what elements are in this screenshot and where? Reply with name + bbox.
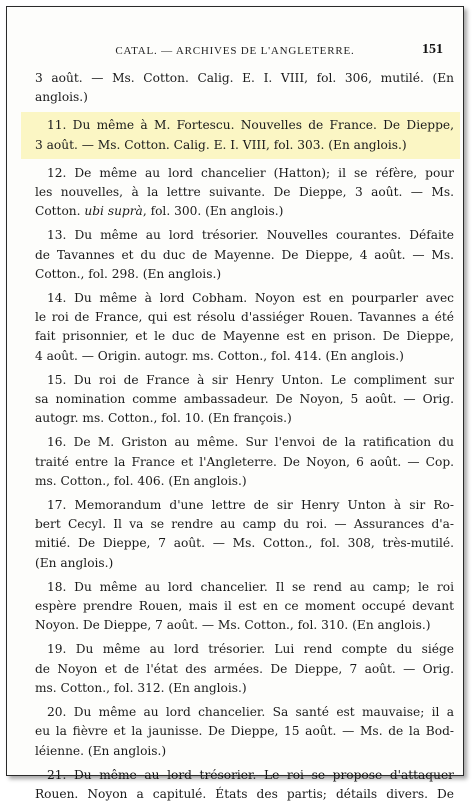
text-line: traité entre la France et l'Angleterre. De Noyon, 6 août. — Cop. — [35, 454, 454, 469]
text-line: 15. Du roi de France à sir Henry Unton. Le compliment sur — [47, 372, 454, 387]
text-line: (En anglois.) — [35, 555, 114, 570]
text-line: Noyon. De Dieppe, 7 août. — Ms. Cotton., fol. 310. (En anglois.) — [35, 618, 431, 633]
entry-19 — [35, 640, 454, 698]
book-page — [6, 6, 464, 801]
text-span: , fol. 300. (En anglois.) — [142, 204, 284, 219]
entry-13 — [35, 226, 454, 284]
text-line — [35, 202, 454, 221]
text-line: de Tavannes et du duc de Mayenne. De Dieppe, 4 août. — Ms. — [35, 247, 454, 262]
entry-20 — [35, 703, 454, 761]
catalogue-text — [35, 69, 454, 804]
entry-continued — [35, 69, 454, 107]
text-line: le roi de France, qui est résolu d'assiéger Rouen. Tavannes a été — [35, 310, 454, 325]
text-line: 19. Du même au lord trésorier. Lui rend compte du siége — [47, 642, 454, 657]
text-span: Cotton. — [35, 204, 81, 219]
text-line: les nouvelles, à la lettre suivante. De Dieppe, 3 août. — Ms. — [35, 185, 454, 200]
page-number: 151 — [422, 42, 443, 57]
text-line: ms. Cotton., fol. 312. (En anglois.) — [35, 680, 247, 695]
text-line: 18. Du même au lord chancelier. Il se rend au camp; le roi — [47, 579, 454, 594]
entry-12 — [35, 164, 454, 222]
text-line: 12. De même au lord chancelier (Hatton); il se réfère, pour — [47, 165, 454, 180]
text-line: 11. Du même à M. Fortescu. Nouvelles de France. De Dieppe, — [47, 118, 454, 133]
text-line: bert Cecyl. Il va se rendre au camp du roi. — Assurances d'a- — [35, 517, 454, 532]
running-head-title: CATAL. — ARCHIVES DE L'ANGLETERRE. — [115, 45, 355, 57]
text-line: 17. Memorandum d'une lettre de sir Henry Unton à sir Ro- — [47, 498, 454, 513]
italic-text: ubi suprà — [84, 204, 143, 219]
text-line: léienne. (En anglois.) — [35, 743, 167, 758]
entry-11-highlighted — [21, 112, 460, 158]
entry-17 — [35, 496, 454, 573]
text-line: 4 août. — Origin. autogr. ms. Cotton., fol. 414. (En anglois.) — [35, 348, 404, 363]
entry-16 — [35, 433, 454, 491]
running-head — [7, 43, 463, 59]
text-line: eu la fièvre et la jaunisse. De Dieppe, 15 août. — Ms. de la Bod- — [35, 724, 454, 739]
text-line: 14. Du même à lord Cobham. Noyon est en pourparler avec — [47, 291, 454, 306]
text-line: 13. Du même au lord trésorier. Nouvelles courantes. Défaite — [47, 228, 454, 243]
entry-21 — [35, 766, 454, 804]
text-line: 20. Du même au lord chancelier. Sa santé est mauvaise; il a — [47, 705, 454, 720]
text-line: 21. Du même au lord trésorier. Le roi se propose d'attaquer — [47, 767, 454, 782]
text-line: Cotton., fol. 298. (En anglois.) — [35, 266, 222, 281]
text-line: mitié. De Dieppe, 7 août. — Ms. Cotton., fol. 308, très-mutilé. — [35, 536, 454, 551]
entry-14 — [35, 289, 454, 366]
text-line: ms. Cotton., fol. 406. (En anglois.) — [35, 473, 247, 488]
text-line: espère prendre Rouen, mais il est en ce moment occupé devant — [35, 599, 454, 614]
text-line: autogr. ms. Cotton., fol. 10. (En françois.) — [35, 411, 292, 426]
text-line: anglois.) — [35, 90, 88, 105]
text-line: 3 août. — Ms. Cotton. Calig. E. I. VIII, fol. 303. (En anglois.) — [35, 137, 407, 152]
text-line: fait prisonnier, et le duc de Mayenne est en prison. De Dieppe, — [35, 329, 454, 344]
text-line: Rouen. Noyon a capitulé. États des partis; détails divers. De — [35, 786, 454, 801]
text-line: 3 août. — Ms. Cotton. Calig. E. I. VIII, fol. 306, mutilé. (En — [35, 71, 454, 85]
text-line: de Noyon et de l'état des armées. De Dieppe, 7 août. — Orig. — [35, 661, 454, 676]
text-line: 16. De M. Griston au même. Sur l'envoi de la ratification du — [47, 435, 454, 450]
entry-18 — [35, 578, 454, 636]
entry-15 — [35, 371, 454, 429]
text-line: sa nomination comme ambassadeur. De Noyon, 5 août. — Orig. — [35, 392, 454, 407]
